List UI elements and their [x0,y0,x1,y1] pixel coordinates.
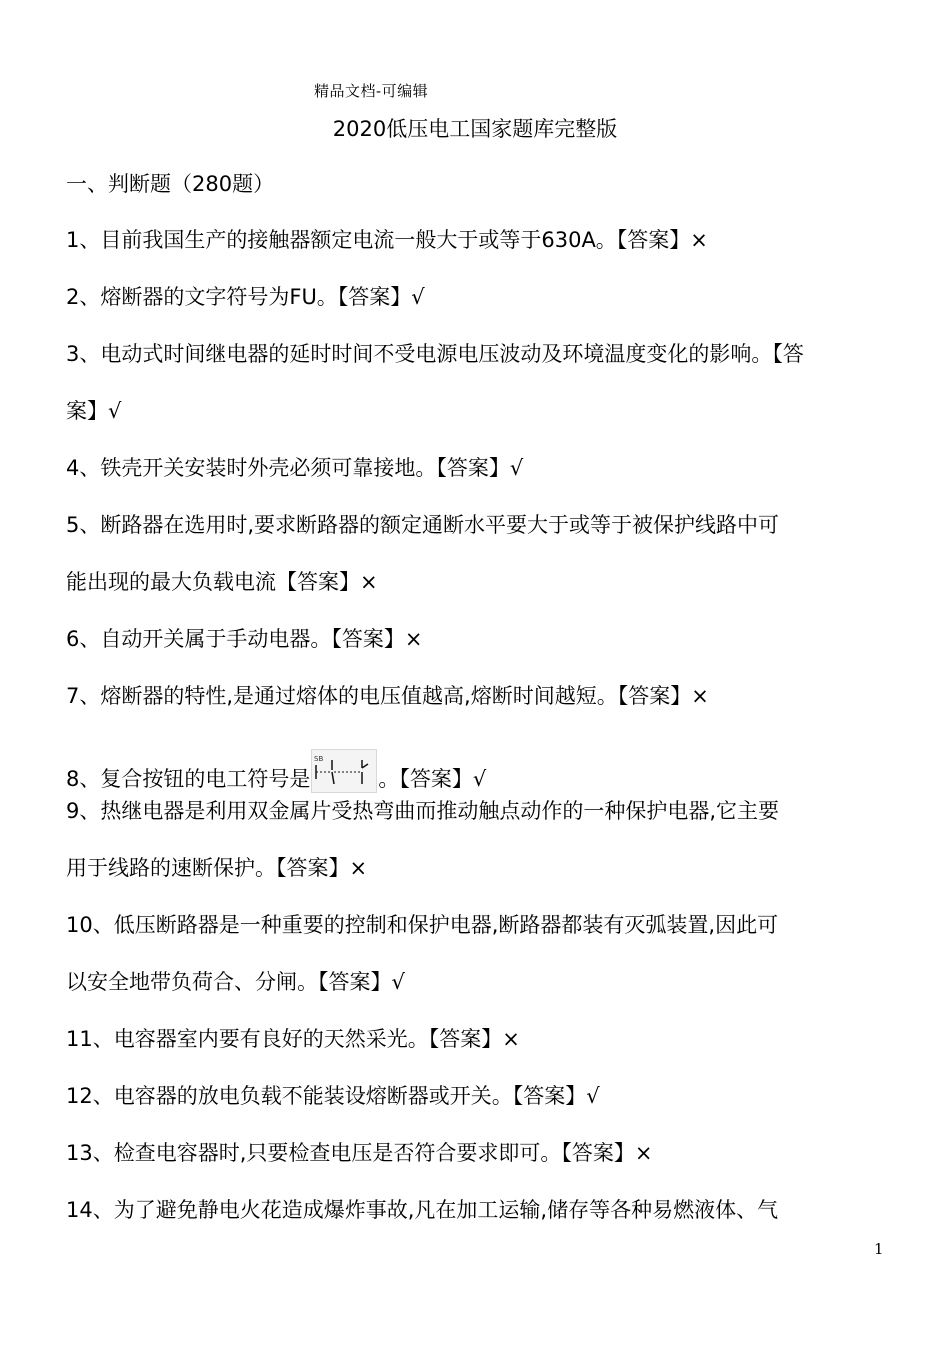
question-6-line: 6、自动开关属于手动电器。【答案】× [66,627,423,651]
question-8-answer: 。【答案】√ [378,767,487,791]
question-1-line: 1、目前我国生产的接触器额定电流一般大于或等于630A。【答案】× [66,228,708,252]
question-10-line-1: 10、低压断路器是一种重要的控制和保护电器,断路器都装有灭弧装置,因此可 [66,913,779,937]
question-11-line: 11、电容器室内要有良好的天然采光。【答案】× [66,1027,520,1051]
page-number: 1 [874,1240,884,1258]
header-note: 精品文档-可编辑 [314,82,429,100]
symbol-label: SB [314,755,324,763]
question-4-line: 4、铁壳开关安装时外壳必须可靠接地。【答案】√ [66,456,524,480]
question-9-line-2: 用于线路的速断保护。【答案】× [66,856,368,880]
question-3-line-2: 案】√ [66,399,122,423]
section-title: 一、判断题（280题） [66,172,275,196]
question-3-line-1: 3、电动式时间继电器的延时时间不受电源电压波动及环境温度变化的影响。【答 [66,342,804,366]
question-8-text: 8、复合按钮的电工符号是 [66,767,311,791]
question-2-line: 2、熔断器的文字符号为FU。【答案】√ [66,285,425,309]
question-7-line: 7、熔断器的特性,是通过熔体的电压值越高,熔断时间越短。【答案】× [66,684,709,708]
document-title: 2020低压电工国家题库完整版 [332,117,618,141]
question-10-line-2: 以安全地带负荷合、分闸。【答案】√ [66,970,405,994]
question-8-line [66,749,486,793]
compound-button-symbol-image [311,749,377,793]
question-5-line-2: 能出现的最大负载电流【答案】× [66,570,378,594]
question-9-line-1: 9、热继电器是利用双金属片受热弯曲而推动触点动作的一种保护电器,它主要 [66,799,780,823]
question-12-line: 12、电容器的放电负载不能装设熔断器或开关。【答案】√ [66,1084,600,1108]
question-5-line-1: 5、断路器在选用时,要求断路器的额定通断水平要大于或等于被保护线路中可 [66,513,780,537]
question-13-line: 13、检查电容器时,只要检查电压是否符合要求即可。【答案】× [66,1141,653,1165]
question-14-line: 14、为了避免静电火花造成爆炸事故,凡在加工运输,储存等各种易燃液体、气 [66,1198,779,1222]
